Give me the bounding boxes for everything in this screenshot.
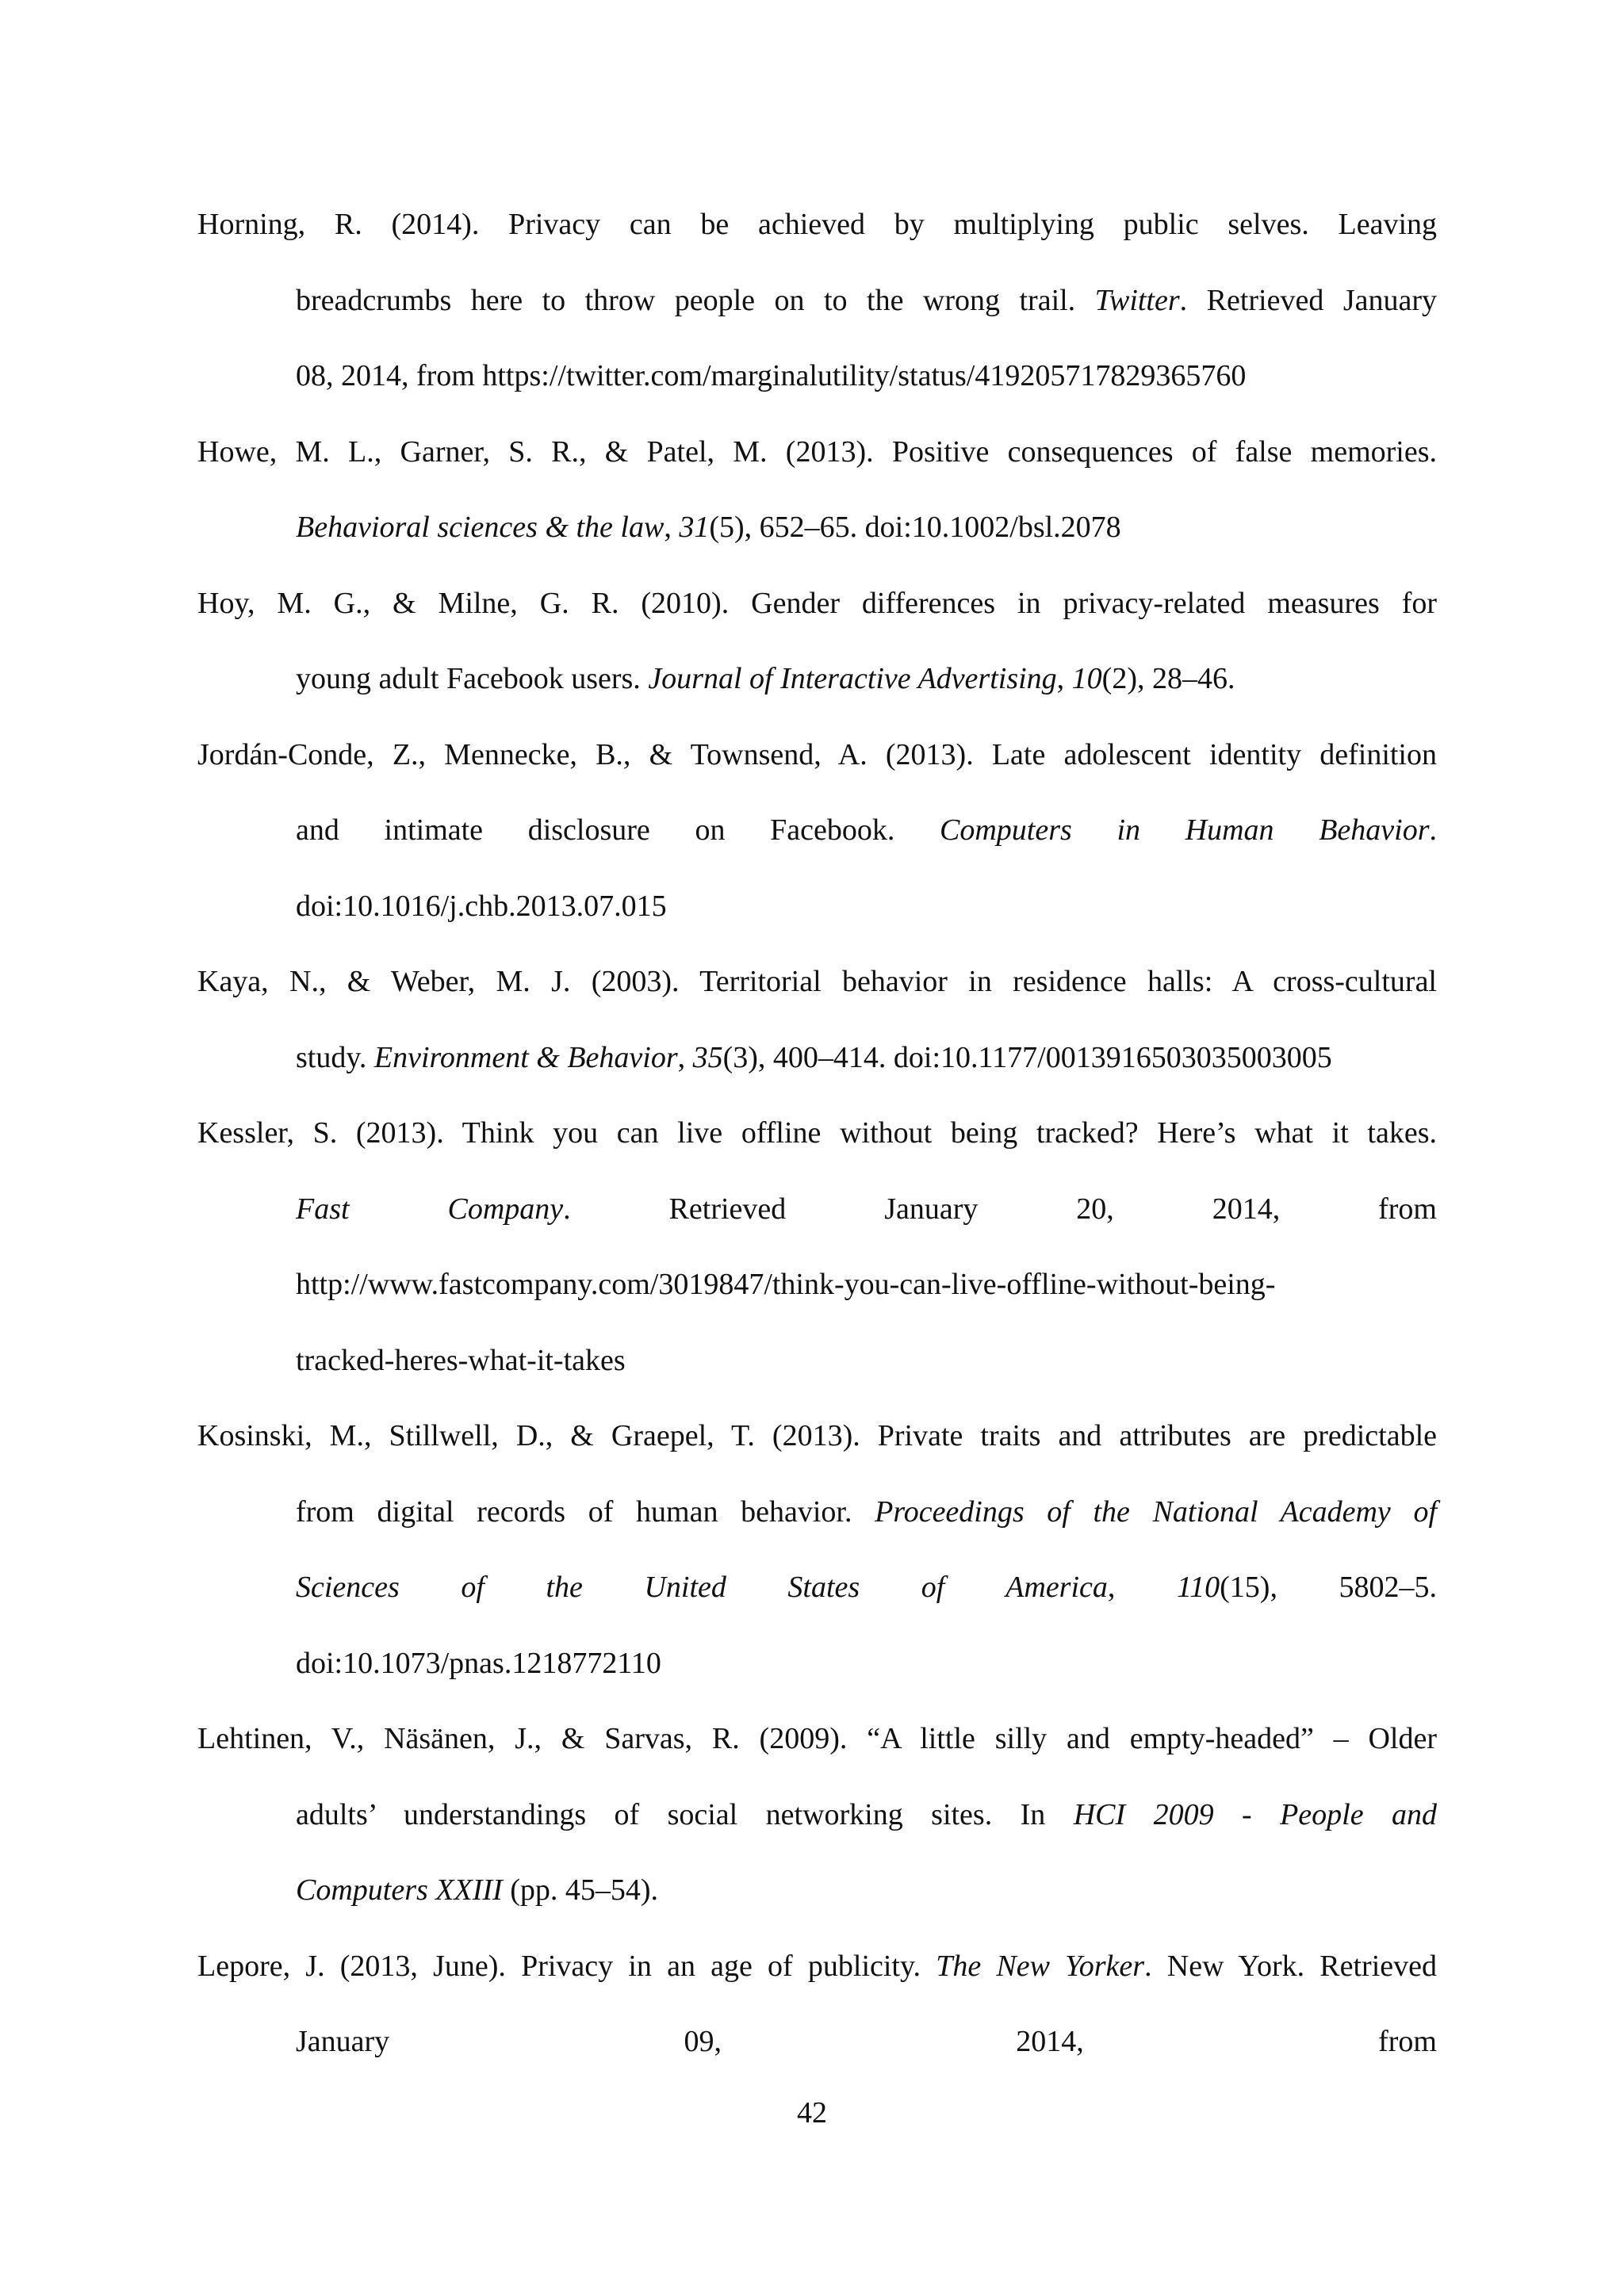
reference-entry	[197, 1929, 1437, 2080]
italic-text: 10	[1071, 662, 1102, 695]
text-run: young adult Facebook users.	[296, 662, 649, 695]
reference-continuation-line	[296, 641, 1437, 718]
text-run: ,	[1107, 1571, 1177, 1604]
reference-continuation-line	[296, 1626, 1437, 1702]
reference-continuation-line	[296, 1172, 1437, 1248]
text-run: ,	[677, 1040, 693, 1074]
reference-first-line	[197, 415, 1437, 491]
reference-entry	[197, 718, 1437, 945]
reference-continuation-line	[296, 869, 1437, 945]
text-run: Kaya, N., & Weber, M. J. (2003). Territorial behavior in residence halls: A cross-cultural	[197, 965, 1437, 998]
text-run: 08, 2014, from https://twitter.com/marginalutility/status/419205717829365760	[296, 359, 1247, 392]
reference-continuation-line	[296, 1020, 1437, 1096]
text-run: (15), 5802–5.	[1220, 1571, 1438, 1604]
reference-first-line	[197, 187, 1437, 263]
reference-continuation-line	[296, 263, 1437, 339]
reference-first-line	[197, 1399, 1437, 1475]
reference-continuation-line	[296, 490, 1437, 566]
text-run: doi:10.1073/pnas.1218772110	[296, 1646, 661, 1680]
italic-text: The New Yorker	[936, 1949, 1145, 1983]
reference-continuation-line	[296, 1475, 1437, 1551]
reference-continuation-line	[296, 1247, 1437, 1323]
text-run: ,	[1056, 662, 1072, 695]
italic-text: Behavioral sciences & the law	[296, 511, 665, 544]
text-run: (5), 652–65. doi:10.1002/bsl.2078	[709, 511, 1121, 544]
reference-continuation-line	[296, 1777, 1437, 1854]
text-run: January 09, 2014, from	[296, 2025, 1437, 2058]
reference-first-line	[197, 1929, 1437, 2005]
text-run: http://www.fastcompany.com/3019847/think-you-can-live-offline-without-being-	[296, 1268, 1276, 1301]
italic-text: 31	[679, 511, 710, 544]
text-run: .	[1429, 813, 1437, 847]
italic-text: Sciences of the United States of America	[296, 1571, 1108, 1604]
reference-continuation-line	[296, 1550, 1437, 1626]
reference-first-line	[197, 1701, 1437, 1777]
reference-entry	[197, 944, 1437, 1096]
reference-continuation-line	[296, 2004, 1437, 2080]
reference-entry	[197, 187, 1437, 415]
italic-text: Twitter	[1094, 283, 1180, 317]
text-run: doi:10.1016/j.chb.2013.07.015	[296, 889, 667, 923]
text-run: (2), 28–46.	[1101, 662, 1235, 695]
text-run: . New York. Retrieved	[1144, 1949, 1437, 1983]
text-run: Horning, R. (2014). Privacy can be achieved by multiplying public selves. Leaving	[197, 208, 1437, 241]
italic-text: Fast Company	[296, 1192, 564, 1226]
page-number: 42	[797, 2096, 827, 2130]
text-run: . Retrieved January	[1179, 283, 1437, 317]
text-run: ,	[664, 511, 680, 544]
text-run: Jordán-Conde, Z., Mennecke, B., & Townsend, A. (2013). Late adolescent identity definition	[197, 737, 1437, 771]
reference-entry	[197, 1701, 1437, 1929]
reference-continuation-line	[296, 339, 1437, 415]
text-run: study.	[296, 1040, 374, 1074]
reference-continuation-line	[296, 1323, 1437, 1399]
text-run: . Retrieved January 20, 2014, from	[563, 1192, 1437, 1226]
italic-text: HCI 2009 - People and	[1073, 1797, 1437, 1831]
reference-first-line	[197, 566, 1437, 642]
text-run: adults’ understandings of social networking sites. In	[296, 1797, 1074, 1831]
reference-entry	[197, 1096, 1437, 1399]
text-run: and intimate disclosure on Facebook.	[296, 813, 940, 847]
italic-text: Journal of Interactive Advertising	[648, 662, 1057, 695]
reference-entry	[197, 1399, 1437, 1701]
italic-text: Proceedings of the National Academy of	[875, 1494, 1437, 1529]
italic-text: 35	[692, 1040, 723, 1074]
italic-text: Computers XXIII	[296, 1873, 503, 1907]
text-run: Hoy, M. G., & Milne, G. R. (2010). Gender differences in privacy-related measures for	[197, 586, 1437, 620]
reference-first-line	[197, 944, 1437, 1020]
text-run: Howe, M. L., Garner, S. R., & Patel, M. (2013). Positive consequences of false memories.	[197, 434, 1437, 469]
text-run: (3), 400–414. doi:10.1177/0013916503035003005	[722, 1040, 1332, 1074]
reference-entry	[197, 415, 1437, 566]
reference-list	[197, 187, 1437, 2080]
text-run: tracked-heres-what-it-takes	[296, 1343, 626, 1377]
reference-entry	[197, 566, 1437, 718]
reference-continuation-line	[296, 1853, 1437, 1929]
text-run: Kessler, S. (2013). Think you can live offline without being tracked? Here’s what it takes.	[197, 1116, 1437, 1150]
text-run: Lehtinen, V., Näsänen, J., & Sarvas, R. (2009). “A little silly and empty-headed” – Older	[197, 1722, 1437, 1755]
italic-text: Computers in Human Behavior	[940, 813, 1430, 847]
reference-first-line	[197, 1096, 1437, 1172]
text-run: Kosinski, M., Stillwell, D., & Graepel, T. (2013). Private traits and attributes are predictable	[197, 1419, 1437, 1452]
text-run: (pp. 45–54).	[502, 1873, 658, 1907]
reference-continuation-line	[296, 793, 1437, 869]
text-run: Lepore, J. (2013, June). Privacy in an age of publicity.	[197, 1949, 936, 1983]
text-run: breadcrumbs here to throw people on to the wrong trail.	[296, 283, 1095, 317]
reference-first-line	[197, 718, 1437, 794]
text-run: from digital records of human behavior.	[296, 1494, 875, 1529]
italic-text: Environment & Behavior	[373, 1040, 678, 1074]
italic-text: 110	[1176, 1571, 1220, 1604]
